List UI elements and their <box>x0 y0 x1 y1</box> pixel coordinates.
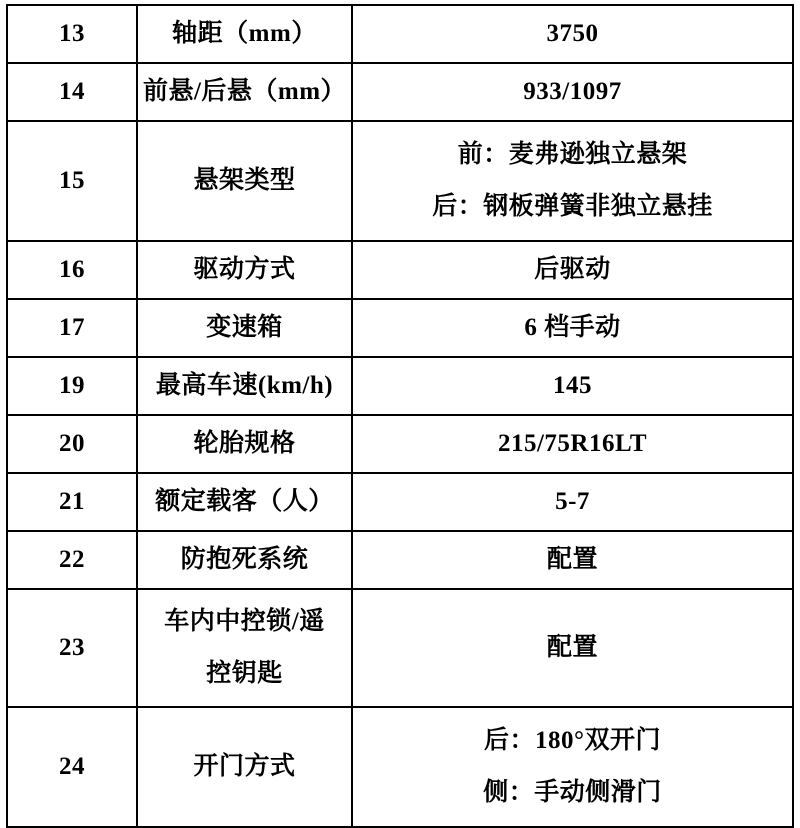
row-value-cell <box>352 415 793 473</box>
row-value-line: 后：钢板弹簧非独立悬挂 <box>432 193 713 220</box>
row-index-cell <box>7 531 137 589</box>
row-index-cell <box>7 415 137 473</box>
table-row <box>7 5 793 63</box>
table-body <box>7 5 793 827</box>
document-page <box>0 4 800 822</box>
row-index-cell <box>7 707 137 827</box>
row-value-line: 933/1097 <box>523 77 622 105</box>
row-name: 前悬/后悬（mm） <box>142 77 347 105</box>
row-name: 轮胎规格 <box>193 429 296 457</box>
table-row <box>7 589 793 707</box>
row-name: 悬架类型 <box>193 166 296 194</box>
row-value-line: 6 档手动 <box>524 313 621 341</box>
row-index: 20 <box>59 429 85 457</box>
row-value-line: 侧：手动侧滑门 <box>483 779 662 806</box>
row-value-cell <box>352 121 793 241</box>
row-index: 24 <box>59 752 85 780</box>
row-name: 额定载客（人） <box>155 487 334 515</box>
table-row <box>7 531 793 589</box>
row-name-cell <box>137 589 352 707</box>
row-index-cell <box>7 299 137 357</box>
table-row <box>7 415 793 473</box>
table-row <box>7 299 793 357</box>
row-index: 14 <box>59 77 85 105</box>
table-row <box>7 357 793 415</box>
row-value-cell <box>352 707 793 827</box>
table-row <box>7 707 793 827</box>
table-row <box>7 121 793 241</box>
row-index-cell <box>7 241 137 299</box>
row-value-line: 前：麦弗逊独立悬架 <box>457 140 688 168</box>
row-name: 变速箱 <box>206 313 283 341</box>
row-name: 防抱死系统 <box>180 545 309 573</box>
row-value-line: 5-7 <box>555 487 590 515</box>
row-name: 轴距（mm） <box>172 19 317 47</box>
table-row <box>7 241 793 299</box>
row-name-line: 车内中控锁/遥 <box>164 607 325 635</box>
row-name-cell <box>137 531 352 589</box>
row-value-line: 后：180°双开门 <box>484 726 661 754</box>
row-value-cell <box>352 5 793 63</box>
table-row <box>7 63 793 121</box>
row-name-cell <box>137 707 352 827</box>
row-value-cell <box>352 357 793 415</box>
row-name-cell <box>137 241 352 299</box>
row-index: 13 <box>59 19 85 47</box>
row-value-cell <box>352 473 793 531</box>
row-value-line: 配置 <box>546 633 598 661</box>
row-index-cell <box>7 357 137 415</box>
row-value-line: 后驱动 <box>534 255 611 283</box>
row-value-line: 配置 <box>546 545 598 573</box>
row-value-line: 145 <box>553 371 592 399</box>
row-value-cell <box>352 589 793 707</box>
row-value-cell <box>352 299 793 357</box>
row-index-cell <box>7 589 137 707</box>
row-name-cell <box>137 121 352 241</box>
row-index: 22 <box>59 545 85 573</box>
row-value-cell <box>352 241 793 299</box>
row-name: 驱动方式 <box>193 255 296 283</box>
row-value-cell <box>352 63 793 121</box>
row-index: 16 <box>59 255 85 283</box>
vehicle-spec-table <box>6 4 794 828</box>
row-index: 21 <box>59 487 85 515</box>
row-index: 15 <box>59 166 85 194</box>
row-name-cell <box>137 5 352 63</box>
row-name-cell <box>137 357 352 415</box>
row-name: 最高车速(km/h) <box>155 371 334 399</box>
row-index-cell <box>7 473 137 531</box>
row-name-cell <box>137 63 352 121</box>
row-name-cell <box>137 415 352 473</box>
row-index: 19 <box>59 371 85 399</box>
row-index: 23 <box>59 633 85 661</box>
row-name: 开门方式 <box>193 752 296 780</box>
row-index-cell <box>7 5 137 63</box>
row-value-cell <box>352 531 793 589</box>
row-name-cell <box>137 473 352 531</box>
row-index-cell <box>7 63 137 121</box>
row-index: 17 <box>59 313 85 341</box>
row-value-line: 215/75R16LT <box>497 429 648 457</box>
table-row <box>7 473 793 531</box>
row-value-line: 3750 <box>546 19 599 47</box>
row-index-cell <box>7 121 137 241</box>
row-name-line: 控钥匙 <box>206 660 283 687</box>
row-name-cell <box>137 299 352 357</box>
